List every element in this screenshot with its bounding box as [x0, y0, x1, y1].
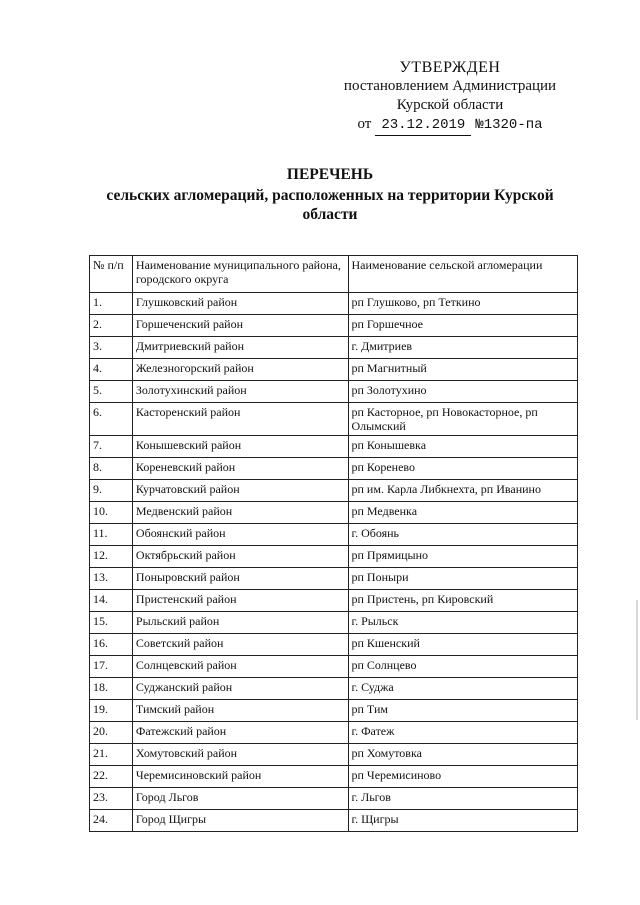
agglomeration-cell: рп Хомутовка	[348, 744, 578, 766]
district-cell: Кореневский район	[132, 458, 348, 480]
district-cell: Курчатовский район	[132, 480, 348, 502]
agglomeration-cell: рп Коренево	[348, 458, 578, 480]
row-number-cell: 18.	[90, 678, 133, 700]
row-number-cell: 20.	[90, 722, 133, 744]
decree-date: 23.12.2019	[375, 116, 471, 136]
table-row	[90, 590, 578, 612]
row-number-cell: 19.	[90, 700, 133, 722]
agglomeration-cell: г. Рыльск	[348, 612, 578, 634]
approval-stamp	[330, 58, 570, 136]
table-row	[90, 810, 578, 832]
row-number-cell: 11.	[90, 524, 133, 546]
agglomeration-cell: рп Золотухино	[348, 381, 578, 403]
agglomeration-cell: рп Кшенский	[348, 634, 578, 656]
district-cell: Советский район	[132, 634, 348, 656]
district-cell: Черемисиновский район	[132, 766, 348, 788]
district-cell: Касторенский район	[132, 403, 348, 436]
district-cell: Фатежский район	[132, 722, 348, 744]
header-district: Наименование муниципального района, городского округа	[132, 256, 348, 293]
agglomerations-table	[89, 255, 578, 832]
row-number-cell: 3.	[90, 337, 133, 359]
district-cell: Поныровский район	[132, 568, 348, 590]
table-row	[90, 788, 578, 810]
row-number-cell: 1.	[90, 293, 133, 315]
agglomeration-cell: рп им. Карла Либкнехта, рп Иванино	[348, 480, 578, 502]
agglomeration-cell: г. Суджа	[348, 678, 578, 700]
district-cell: Октябрьский район	[132, 546, 348, 568]
district-cell: Медвенский район	[132, 502, 348, 524]
row-number-cell: 10.	[90, 502, 133, 524]
table-row	[90, 744, 578, 766]
table-row	[90, 634, 578, 656]
district-cell: Тимский район	[132, 700, 348, 722]
table-row	[90, 502, 578, 524]
table-row	[90, 458, 578, 480]
district-cell: Город Щигры	[132, 810, 348, 832]
table-row	[90, 524, 578, 546]
table-row	[90, 568, 578, 590]
district-cell: Золотухинский район	[132, 381, 348, 403]
district-cell: Пристенский район	[132, 590, 348, 612]
table-body	[90, 293, 578, 832]
row-number-cell: 8.	[90, 458, 133, 480]
table-row	[90, 612, 578, 634]
row-number-cell: 6.	[90, 403, 133, 436]
agglomeration-cell: рп Конышевка	[348, 436, 578, 458]
row-number-cell: 15.	[90, 612, 133, 634]
row-number-cell: 4.	[90, 359, 133, 381]
row-number-cell: 9.	[90, 480, 133, 502]
row-number-cell: 14.	[90, 590, 133, 612]
decree-from-label: от	[357, 116, 372, 132]
district-cell: Хомутовский район	[132, 744, 348, 766]
agglomeration-cell: г. Льгов	[348, 788, 578, 810]
row-number-cell: 22.	[90, 766, 133, 788]
row-number-cell: 13.	[90, 568, 133, 590]
agglomeration-cell: рп Черемисиново	[348, 766, 578, 788]
row-number-cell: 5.	[90, 381, 133, 403]
district-cell: Город Льгов	[132, 788, 348, 810]
agglomeration-cell: рп Тим	[348, 700, 578, 722]
table-row	[90, 722, 578, 744]
agglomeration-cell: рп Прямицыно	[348, 546, 578, 568]
agglomeration-cell: рп Глушково, рп Теткино	[348, 293, 578, 315]
table-row	[90, 546, 578, 568]
row-number-cell: 16.	[90, 634, 133, 656]
header-agglomeration: Наименование сельской агломерации	[348, 256, 578, 293]
table-row	[90, 293, 578, 315]
approval-title: УТВЕРЖДЕН	[399, 59, 501, 76]
row-number-cell: 12.	[90, 546, 133, 568]
agglomeration-cell: рп Медвенка	[348, 502, 578, 524]
table-row	[90, 381, 578, 403]
agglomeration-cell: рп Магнитный	[348, 359, 578, 381]
table-row	[90, 700, 578, 722]
approval-line-2: Курской области	[396, 97, 504, 113]
table-header-row	[90, 256, 578, 293]
row-number-cell: 23.	[90, 788, 133, 810]
district-cell: Дмитриевский район	[132, 337, 348, 359]
decree-number: №1320-па	[475, 117, 543, 133]
approval-line-1: постановлением Администрации	[343, 78, 557, 94]
row-number-cell: 17.	[90, 656, 133, 678]
agglomeration-cell: рп Солнцево	[348, 656, 578, 678]
document-title: ПЕРЕЧЕНЬ	[286, 166, 374, 183]
agglomeration-cell: г. Дмитриев	[348, 337, 578, 359]
scan-edge-mark	[636, 600, 638, 720]
row-number-cell: 7.	[90, 436, 133, 458]
table-row	[90, 656, 578, 678]
district-cell: Суджанский район	[132, 678, 348, 700]
row-number-cell: 2.	[90, 315, 133, 337]
table-row	[90, 480, 578, 502]
row-number-cell: 21.	[90, 744, 133, 766]
table-row	[90, 766, 578, 788]
agglomeration-cell: рп Касторное, рп Новокасторное, рп Олымский	[348, 403, 578, 436]
district-cell: Железногорский район	[132, 359, 348, 381]
table-row	[90, 403, 578, 436]
agglomeration-cell: г. Фатеж	[348, 722, 578, 744]
district-cell: Глушковский район	[132, 293, 348, 315]
table-row	[90, 359, 578, 381]
document-subtitle: сельских агломераций, расположенных на территории Курской области	[106, 187, 554, 223]
district-cell: Горшеченский район	[132, 315, 348, 337]
document-heading	[80, 165, 580, 224]
agglomeration-cell: г. Обоянь	[348, 524, 578, 546]
header-number: № п/п	[90, 256, 133, 293]
row-number-cell: 24.	[90, 810, 133, 832]
table-row	[90, 337, 578, 359]
district-cell: Конышевский район	[132, 436, 348, 458]
agglomeration-cell: рп Пристень, рп Кировский	[348, 590, 578, 612]
table-row	[90, 678, 578, 700]
decree-reference	[330, 115, 570, 136]
district-cell: Солнцевский район	[132, 656, 348, 678]
district-cell: Рыльский район	[132, 612, 348, 634]
table-row	[90, 436, 578, 458]
agglomeration-cell: рп Горшечное	[348, 315, 578, 337]
district-cell: Обоянский район	[132, 524, 348, 546]
agglomeration-cell: г. Щигры	[348, 810, 578, 832]
table-row	[90, 315, 578, 337]
agglomeration-cell: рп Поныри	[348, 568, 578, 590]
